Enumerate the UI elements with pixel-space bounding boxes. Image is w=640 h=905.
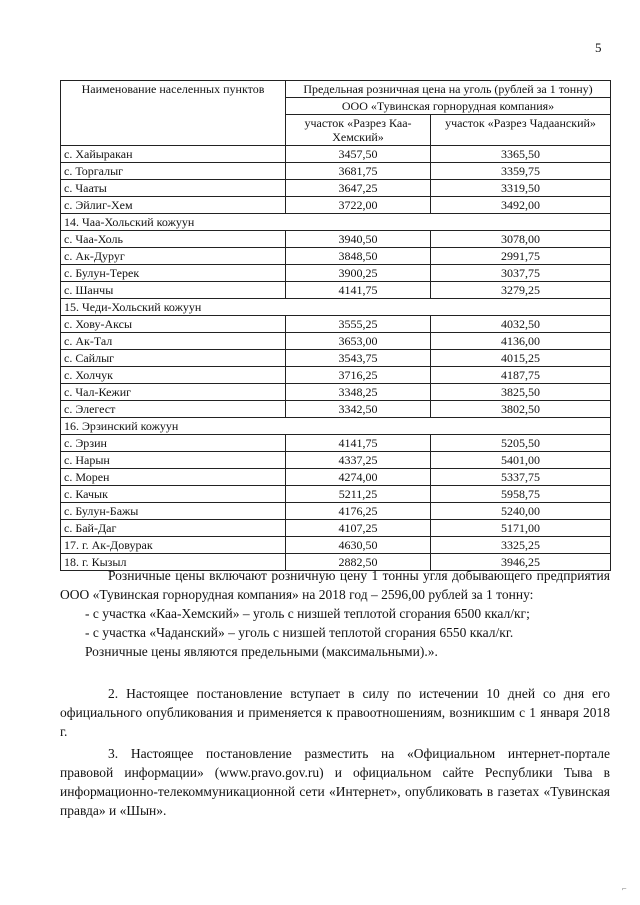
price-table (60, 80, 611, 571)
header-site-kaa-khem: участок «Разрез Каа-Хемский» (286, 115, 431, 146)
price-kaa-khem-cell: 3342,50 (286, 401, 431, 418)
settlement-cell: с. Ак-Тал (61, 333, 286, 350)
table-row (61, 333, 611, 350)
price-kaa-khem-cell: 3653,00 (286, 333, 431, 350)
price-chadaan-cell: 3319,50 (431, 180, 611, 197)
table-row (61, 282, 611, 299)
price-chadaan-cell: 3359,75 (431, 163, 611, 180)
settlement-cell: с. Торгалыг (61, 163, 286, 180)
page-number: 5 (595, 40, 602, 55)
table-row (61, 231, 611, 248)
price-kaa-khem-cell: 4107,25 (286, 520, 431, 537)
header-price-group: Предельная розничная цена на уголь (рублей за 1 тонну) (286, 81, 611, 98)
settlement-cell: с. Элегест (61, 401, 286, 418)
price-kaa-khem-cell: 4176,25 (286, 503, 431, 520)
price-chadaan-cell: 5958,75 (431, 486, 611, 503)
header-company: ООО «Тувинская горнорудная компания» (286, 98, 611, 115)
table-row (61, 316, 611, 333)
paragraph-2: 2. Настоящее постановление вступает в силу по истечении 10 дней со дня его официального опубликования и применяется к правоотношениям, возникшим с 1 января 2018 г. (60, 686, 610, 739)
price-chadaan-cell: 5240,00 (431, 503, 611, 520)
paragraph-3: 3. Настоящее постановление разместить на «Официальном интернет-портале правовой информации» (www.pravo.gov.ru) и официальном сайте Республики Тыва в информационно-телекоммуникационной сети «Интернет», опубликовать в газетах «Тувинская правда» и «Шын». (60, 746, 610, 818)
paragraph-retail-prices: Розничные цены включают розничную цену 1 тонны угля добывающего предприятия ООО «Тувинская горнорудная компания» на 2018 год – 2596,00 рублей за 1 тонну: (60, 568, 610, 602)
price-chadaan-cell: 2991,75 (431, 248, 611, 265)
price-chadaan-cell: 3365,50 (431, 146, 611, 163)
settlement-cell: 18. г. Кызыл (61, 554, 286, 571)
price-kaa-khem-cell: 4337,25 (286, 452, 431, 469)
price-chadaan-cell: 5171,00 (431, 520, 611, 537)
settlement-cell: с. Ак-Дуруг (61, 248, 286, 265)
paragraph-prices-max: Розничные цены являются предельными (максимальными).». (85, 644, 438, 659)
table-row (61, 486, 611, 503)
price-kaa-khem-cell: 3900,25 (286, 265, 431, 282)
price-kaa-khem-cell: 5211,25 (286, 486, 431, 503)
table-row (61, 146, 611, 163)
price-chadaan-cell: 3825,50 (431, 384, 611, 401)
table-row (61, 452, 611, 469)
table-row (61, 180, 611, 197)
settlement-cell: с. Сайлыг (61, 350, 286, 367)
section-title: 15. Чеди-Хольский кожуун (61, 299, 611, 316)
settlement-cell: с. Хайыракан (61, 146, 286, 163)
settlement-cell: с. Чаа-Холь (61, 231, 286, 248)
price-chadaan-cell: 5401,00 (431, 452, 611, 469)
body-text (60, 566, 610, 661)
table-row (61, 197, 611, 214)
table-row (61, 520, 611, 537)
table-body (61, 146, 611, 571)
price-chadaan-cell: 3946,25 (431, 554, 611, 571)
settlement-cell: с. Чааты (61, 180, 286, 197)
price-chadaan-cell: 4032,50 (431, 316, 611, 333)
price-kaa-khem-cell: 3681,75 (286, 163, 431, 180)
price-kaa-khem-cell: 2882,50 (286, 554, 431, 571)
settlement-cell: с. Булун-Бажы (61, 503, 286, 520)
table-row (61, 163, 611, 180)
settlement-cell: 17. г. Ак-Довурак (61, 537, 286, 554)
table-row (61, 537, 611, 554)
section-title: 16. Эрзинский кожуун (61, 418, 611, 435)
bullet-chadaan: - с участка «Чаданский» – уголь с низшей теплотой сгорания 6550 ккал/кг. (85, 625, 514, 640)
price-kaa-khem-cell: 3940,50 (286, 231, 431, 248)
price-kaa-khem-cell: 3647,25 (286, 180, 431, 197)
table-row (61, 265, 611, 282)
settlement-cell: с. Качык (61, 486, 286, 503)
table-row (61, 384, 611, 401)
price-kaa-khem-cell: 3848,50 (286, 248, 431, 265)
price-chadaan-cell: 4015,25 (431, 350, 611, 367)
price-kaa-khem-cell: 3722,00 (286, 197, 431, 214)
table-row (61, 367, 611, 384)
price-chadaan-cell: 5205,50 (431, 435, 611, 452)
header-site-chadaan: участок «Разрез Чадаанский» (431, 115, 611, 146)
settlement-cell: с. Морен (61, 469, 286, 486)
price-kaa-khem-cell: 3555,25 (286, 316, 431, 333)
price-kaa-khem-cell: 4274,00 (286, 469, 431, 486)
price-chadaan-cell: 5337,75 (431, 469, 611, 486)
price-chadaan-cell: 3279,25 (431, 282, 611, 299)
section-title: 14. Чаа-Хольский кожуун (61, 214, 611, 231)
price-kaa-khem-cell: 4141,75 (286, 435, 431, 452)
table-row (61, 350, 611, 367)
price-chadaan-cell: 3037,75 (431, 265, 611, 282)
bullet-kaa-khem: - с участка «Каа-Хемский» – уголь с низшей теплотой сгорания 6500 ккал/кг; (85, 606, 530, 621)
price-chadaan-cell: 3325,25 (431, 537, 611, 554)
settlement-cell: с. Хову-Аксы (61, 316, 286, 333)
table-row (61, 469, 611, 486)
price-chadaan-cell: 3802,50 (431, 401, 611, 418)
table-row (61, 248, 611, 265)
price-chadaan-cell: 4187,75 (431, 367, 611, 384)
settlement-cell: с. Бай-Даг (61, 520, 286, 537)
header-settlements: Наименование населенных пунктов (61, 81, 286, 146)
price-chadaan-cell: 3078,00 (431, 231, 611, 248)
section-row (61, 214, 611, 231)
price-kaa-khem-cell: 4141,75 (286, 282, 431, 299)
settlement-cell: с. Эйлиг-Хем (61, 197, 286, 214)
settlement-cell: с. Нарын (61, 452, 286, 469)
settlement-cell: с. Холчук (61, 367, 286, 384)
settlement-cell: с. Булун-Терек (61, 265, 286, 282)
corner-mark: ⌐ (622, 884, 627, 893)
price-chadaan-cell: 3492,00 (431, 197, 611, 214)
settlement-cell: с. Чал-Кежиг (61, 384, 286, 401)
table-row (61, 503, 611, 520)
price-chadaan-cell: 4136,00 (431, 333, 611, 350)
table-row (61, 435, 611, 452)
body-text-3 (60, 744, 610, 820)
table-row (61, 401, 611, 418)
section-row (61, 418, 611, 435)
settlement-cell: с. Эрзин (61, 435, 286, 452)
settlement-cell: с. Шанчы (61, 282, 286, 299)
price-kaa-khem-cell: 3457,50 (286, 146, 431, 163)
price-kaa-khem-cell: 4630,50 (286, 537, 431, 554)
body-text-2 (60, 684, 610, 741)
section-row (61, 299, 611, 316)
price-kaa-khem-cell: 3716,25 (286, 367, 431, 384)
price-kaa-khem-cell: 3543,75 (286, 350, 431, 367)
price-kaa-khem-cell: 3348,25 (286, 384, 431, 401)
